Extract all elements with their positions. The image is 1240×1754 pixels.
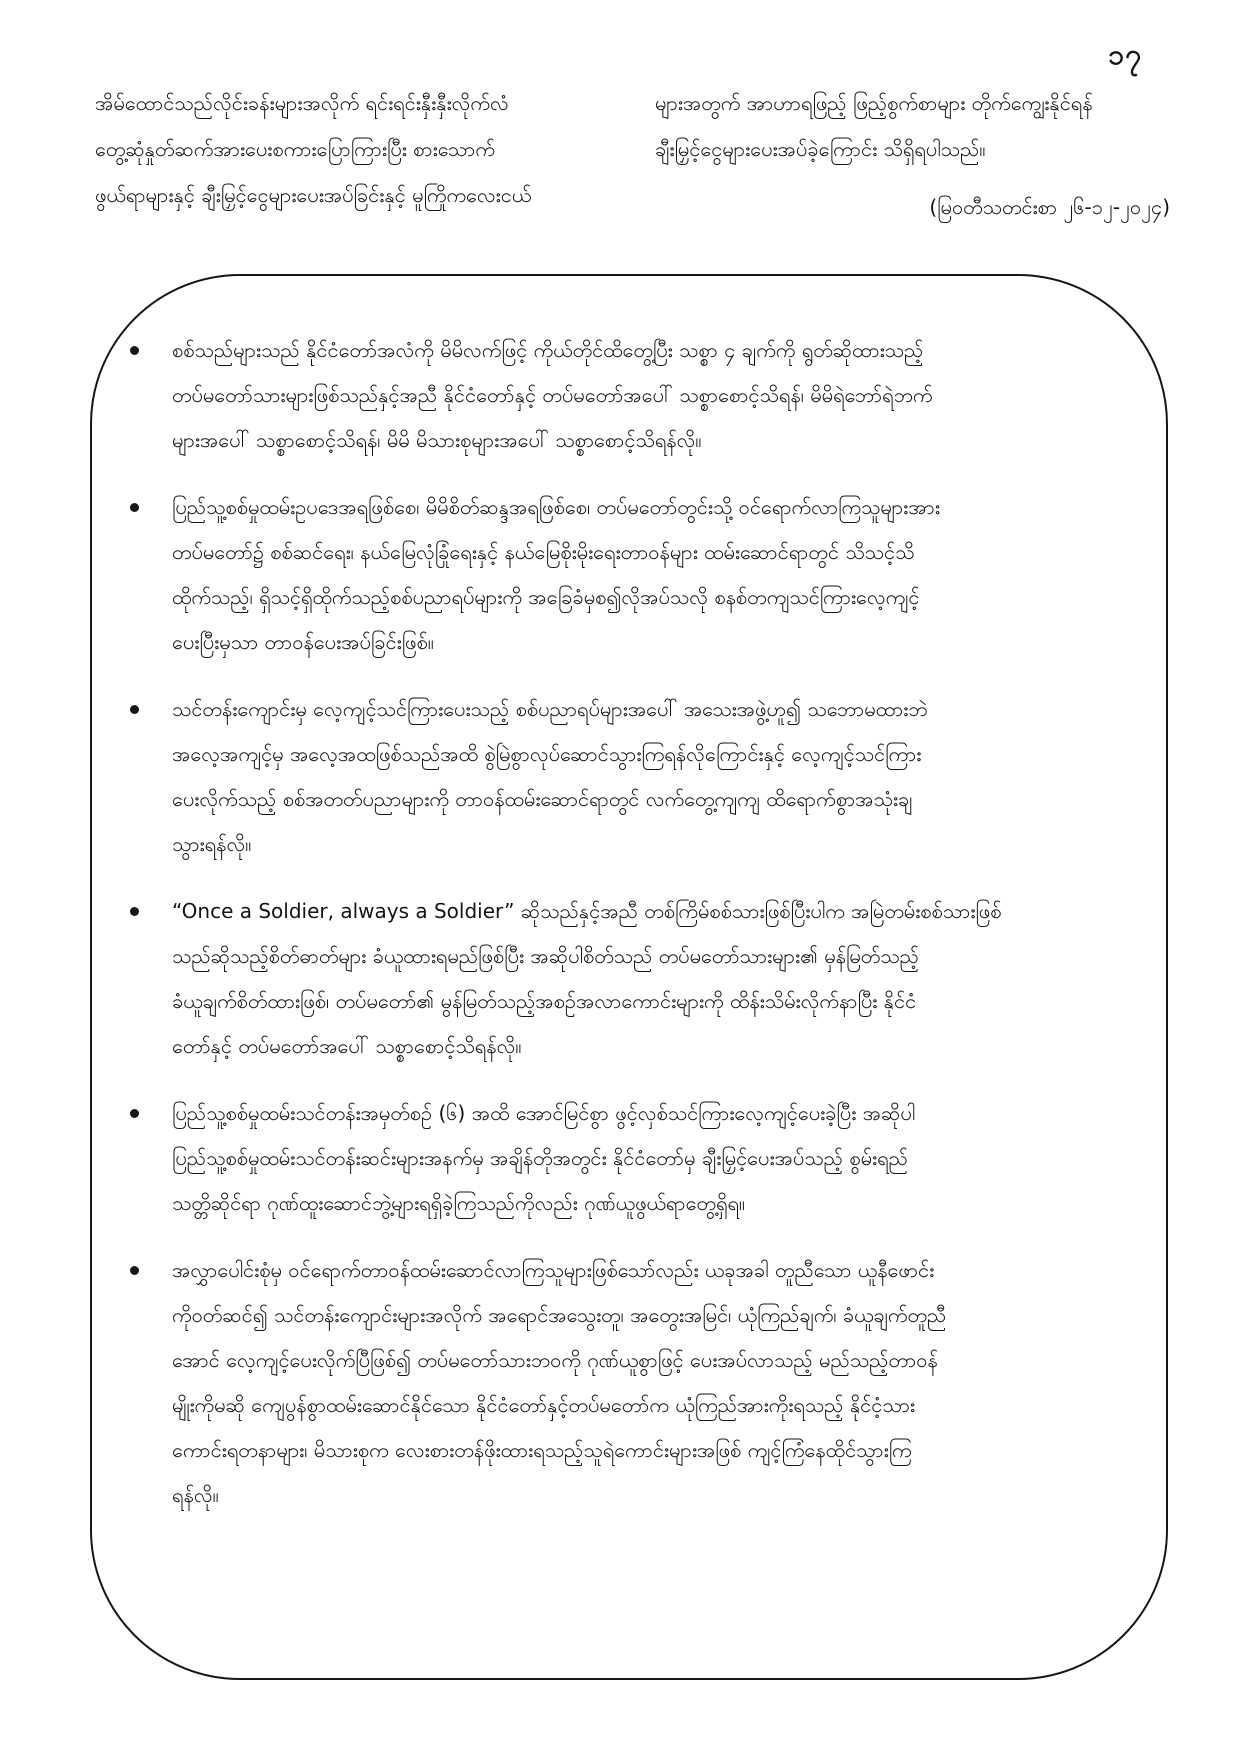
bullet-item: [130, 328, 1096, 463]
bullet-line: ပေးပြီးမှသာ တာဝန်ပေးအပ်ခြင်းဖြစ်။: [172, 630, 434, 654]
bullet-line: အလွှာပေါင်းစုံမှ ဝင်ရောက်တာဝန်ထမ်းဆောင်လာကြသူများဖြစ်သော်လည်း ယခုအခါ တူညီသော ယူနီဖောင်း: [172, 1258, 935, 1282]
bullet-dot-icon: [130, 503, 139, 512]
source-citation: (မြဝတီသတင်းစာ ၂၆-၁၂-၂၀၂၄): [929, 195, 1170, 219]
bullet-line: “Once a Soldier, always a Soldier” ဆိုသည်နှင့်အညီ တစ်ကြိမ်စစ်သားဖြစ်ပြီးပါက အမြဲတမ်းစစ်သားဖြစ်: [172, 899, 1002, 923]
bullet-dot-icon: [130, 907, 139, 916]
bullet-list: [130, 328, 1096, 1540]
bullet-dot-icon: [130, 1109, 139, 1118]
page-number: ၁၇: [1108, 38, 1142, 71]
bullet-line: ပြည်သူ့စစ်မှုထမ်းဥပဒေအရဖြစ်စေ၊ မိမိစိတ်ဆန္ဒအရဖြစ်စေ၊ တပ်မတော်တွင်းသို့ ဝင်ရောက်လာကြသူများအား: [172, 495, 940, 519]
bullet-line: ကိုဝတ်ဆင်၍ သင်တန်းကျောင်းများအလိုက် အရောင်အသွေးတူ၊ အတွေးအမြင်၊ ယုံကြည်ချက်၊ ခံယူချက်တူညီ: [172, 1303, 947, 1327]
bullet-item: [130, 1091, 1096, 1226]
bullet-line: သွားရန်လို။: [172, 832, 252, 856]
bullet-line: ရန်လို။: [172, 1483, 219, 1507]
bullet-line: များအပေါ် သစ္စာစောင့်သိရန်၊ မိမိ မိသားစုများအပေါ် သစ္စာစောင့်သိရန်လို။: [172, 428, 702, 452]
bullet-line: အောင် လေ့ကျင့်ပေးလိုက်ပြီဖြစ်၍ တပ်မတော်သားဘဝကို ဂုဏ်ယူစွာဖြင့် ပေးအပ်လာသည့် မည်သည့်တာဝန်: [172, 1348, 938, 1372]
intro-right-column: [655, 80, 1170, 230]
bullet-item: [130, 889, 1096, 1069]
intro-columns: [95, 80, 1170, 230]
bullet-line: စစ်သည်များသည် နိုင်ငံတော်အလံကို မိမိလက်ဖြင့် ကိုယ်တိုင်ထိတွေ့ပြီး သစ္စာ ၄ ချက်ကို ရွတ်ဆိုထားသည့်: [172, 338, 924, 362]
highlight-box: [90, 274, 1168, 1680]
bullet-dot-icon: [130, 705, 139, 714]
intro-left-line: အိမ်ထောင်သည်လိုင်းခန်းများအလိုက် ရင်းရင်းနှီးနှီးလိုက်လံ: [95, 91, 509, 115]
bullet-line: ခံယူချက်စိတ်ထားဖြစ်၊ တပ်မတော်၏ မွန်မြတ်သည့်အစဉ်အလာကောင်းများကို ထိန်းသိမ်းလိုက်နာပြီး နိုင်ငံ: [172, 989, 917, 1013]
bullet-line: တပ်မတော်သားများဖြစ်သည်နှင့်အညီ နိုင်ငံတော်နှင့် တပ်မတော်အပေါ် သစ္စာစောင့်သိရန်၊ မိမိရဲဘော်ရဲဘက်: [172, 383, 933, 407]
bullet-line: ပြည်သူ့စစ်မှုထမ်းသင်တန်းဆင်းများအနက်မှ အချိန်တိုအတွင်း နိုင်ငံတော်မှ ချီးမြှင့်ပေးအပ်သည့် စွမ်းရည်: [172, 1146, 908, 1170]
bullet-line: ကောင်းရတနာများ၊ မိသားစုက လေးစားတန်ဖိုးထားရသည့်သူရဲကောင်းများအဖြစ် ကျင့်ကြံနေထိုင်သွားကြ: [172, 1438, 912, 1462]
bullet-item: [130, 485, 1096, 665]
intro-right-line: ချီးမြှင့်ငွေများပေးအပ်ခဲ့ကြောင်း သိရှိရပါသည်။: [655, 137, 986, 161]
bullet-line: တော်နှင့် တပ်မတော်အပေါ် သစ္စာစောင့်သိရန်လို။: [172, 1034, 522, 1058]
bullet-line: သတ္တိဆိုင်ရာ ဂုဏ်ထူးဆောင်ဘွဲ့များရရှိခဲ့ကြသည်ကိုလည်း ဂုဏ်ယူဖွယ်ရာတွေ့ရှိရ။: [172, 1191, 745, 1215]
bullet-line: ထိုက်သည့်၊ ရှိသင့်ရှိထိုက်သည့်စစ်ပညာရပ်များကို အခြေခံမှစ၍လိုအပ်သလို စနစ်တကျသင်ကြားလေ့ကျင့်: [172, 585, 920, 609]
bullet-item: [130, 1248, 1096, 1518]
intro-left-line: ဖွယ်ရာများနှင့် ချီးမြှင့်ငွေများပေးအပ်ခြင်းနှင့် မူကြိုကလေးငယ်: [95, 183, 532, 207]
bullet-line: ပေးလိုက်သည့် စစ်အတတ်ပညာများကို တာဝန်ထမ်းဆောင်ရာတွင် လက်တွေ့ကျကျ ထိရောက်စွာအသုံးချ: [172, 787, 913, 811]
intro-right-line: များအတွက် အာဟာရဖြည့် ဖြည့်စွက်စာများ တိုက်ကျွေးနိုင်ရန်: [655, 91, 1093, 115]
bullet-line: ပြည်သူ့စစ်မှုထမ်းသင်တန်းအမှတ်စဉ် (၆) အထိ အောင်မြင်စွာ ဖွင့်လှစ်သင်ကြားလေ့ကျင့်ပေးခဲ့ပြီး အဆိုပါ: [172, 1101, 916, 1125]
intro-left-column: [95, 80, 610, 218]
bullet-item: [130, 687, 1096, 867]
bullet-line: တပ်မတော်၌ စစ်ဆင်ရေး၊ နယ်မြေလုံခြုံရေးနှင့် နယ်မြေစိုးမိုးရေးတာဝန်များ ထမ်းဆောင်ရာတွင် သိသင့်သိ: [172, 540, 915, 564]
intro-left-line: တွေ့ဆုံနှုတ်ဆက်အားပေးစကားပြောကြားပြီး စားသောက်: [95, 137, 495, 161]
bullet-dot-icon: [130, 346, 139, 355]
bullet-line: သင်တန်းကျောင်းမှ လေ့ကျင့်သင်ကြားပေးသည့် စစ်ပညာရပ်များအပေါ် အသေးအဖွဲ့ဟူ၍ သဘောမထားဘဲ: [172, 697, 928, 721]
bullet-dot-icon: [130, 1266, 139, 1275]
bullet-line: မျိုးကိုမဆို ကျေပွန်စွာထမ်းဆောင်နိုင်သော နိုင်ငံတော်နှင့်တပ်မတော်က ယုံကြည်အားကိုးရသည့် နိုင်ငံ့သား: [172, 1393, 915, 1417]
bullet-line: အလေ့အကျင့်မှ အလေ့အထဖြစ်သည်အထိ စွဲမြဲစွာလုပ်ဆောင်သွားကြရန်လိုကြောင်းနှင့် လေ့ကျင့်သင်ကြား: [172, 742, 922, 766]
bullet-line: သည်ဆိုသည့်စိတ်ဓာတ်များ ခံယူထားရမည်ဖြစ်ပြီး အဆိုပါစိတ်သည် တပ်မတော်သားများ၏ မှန်မြတ်သည့်: [172, 944, 919, 968]
